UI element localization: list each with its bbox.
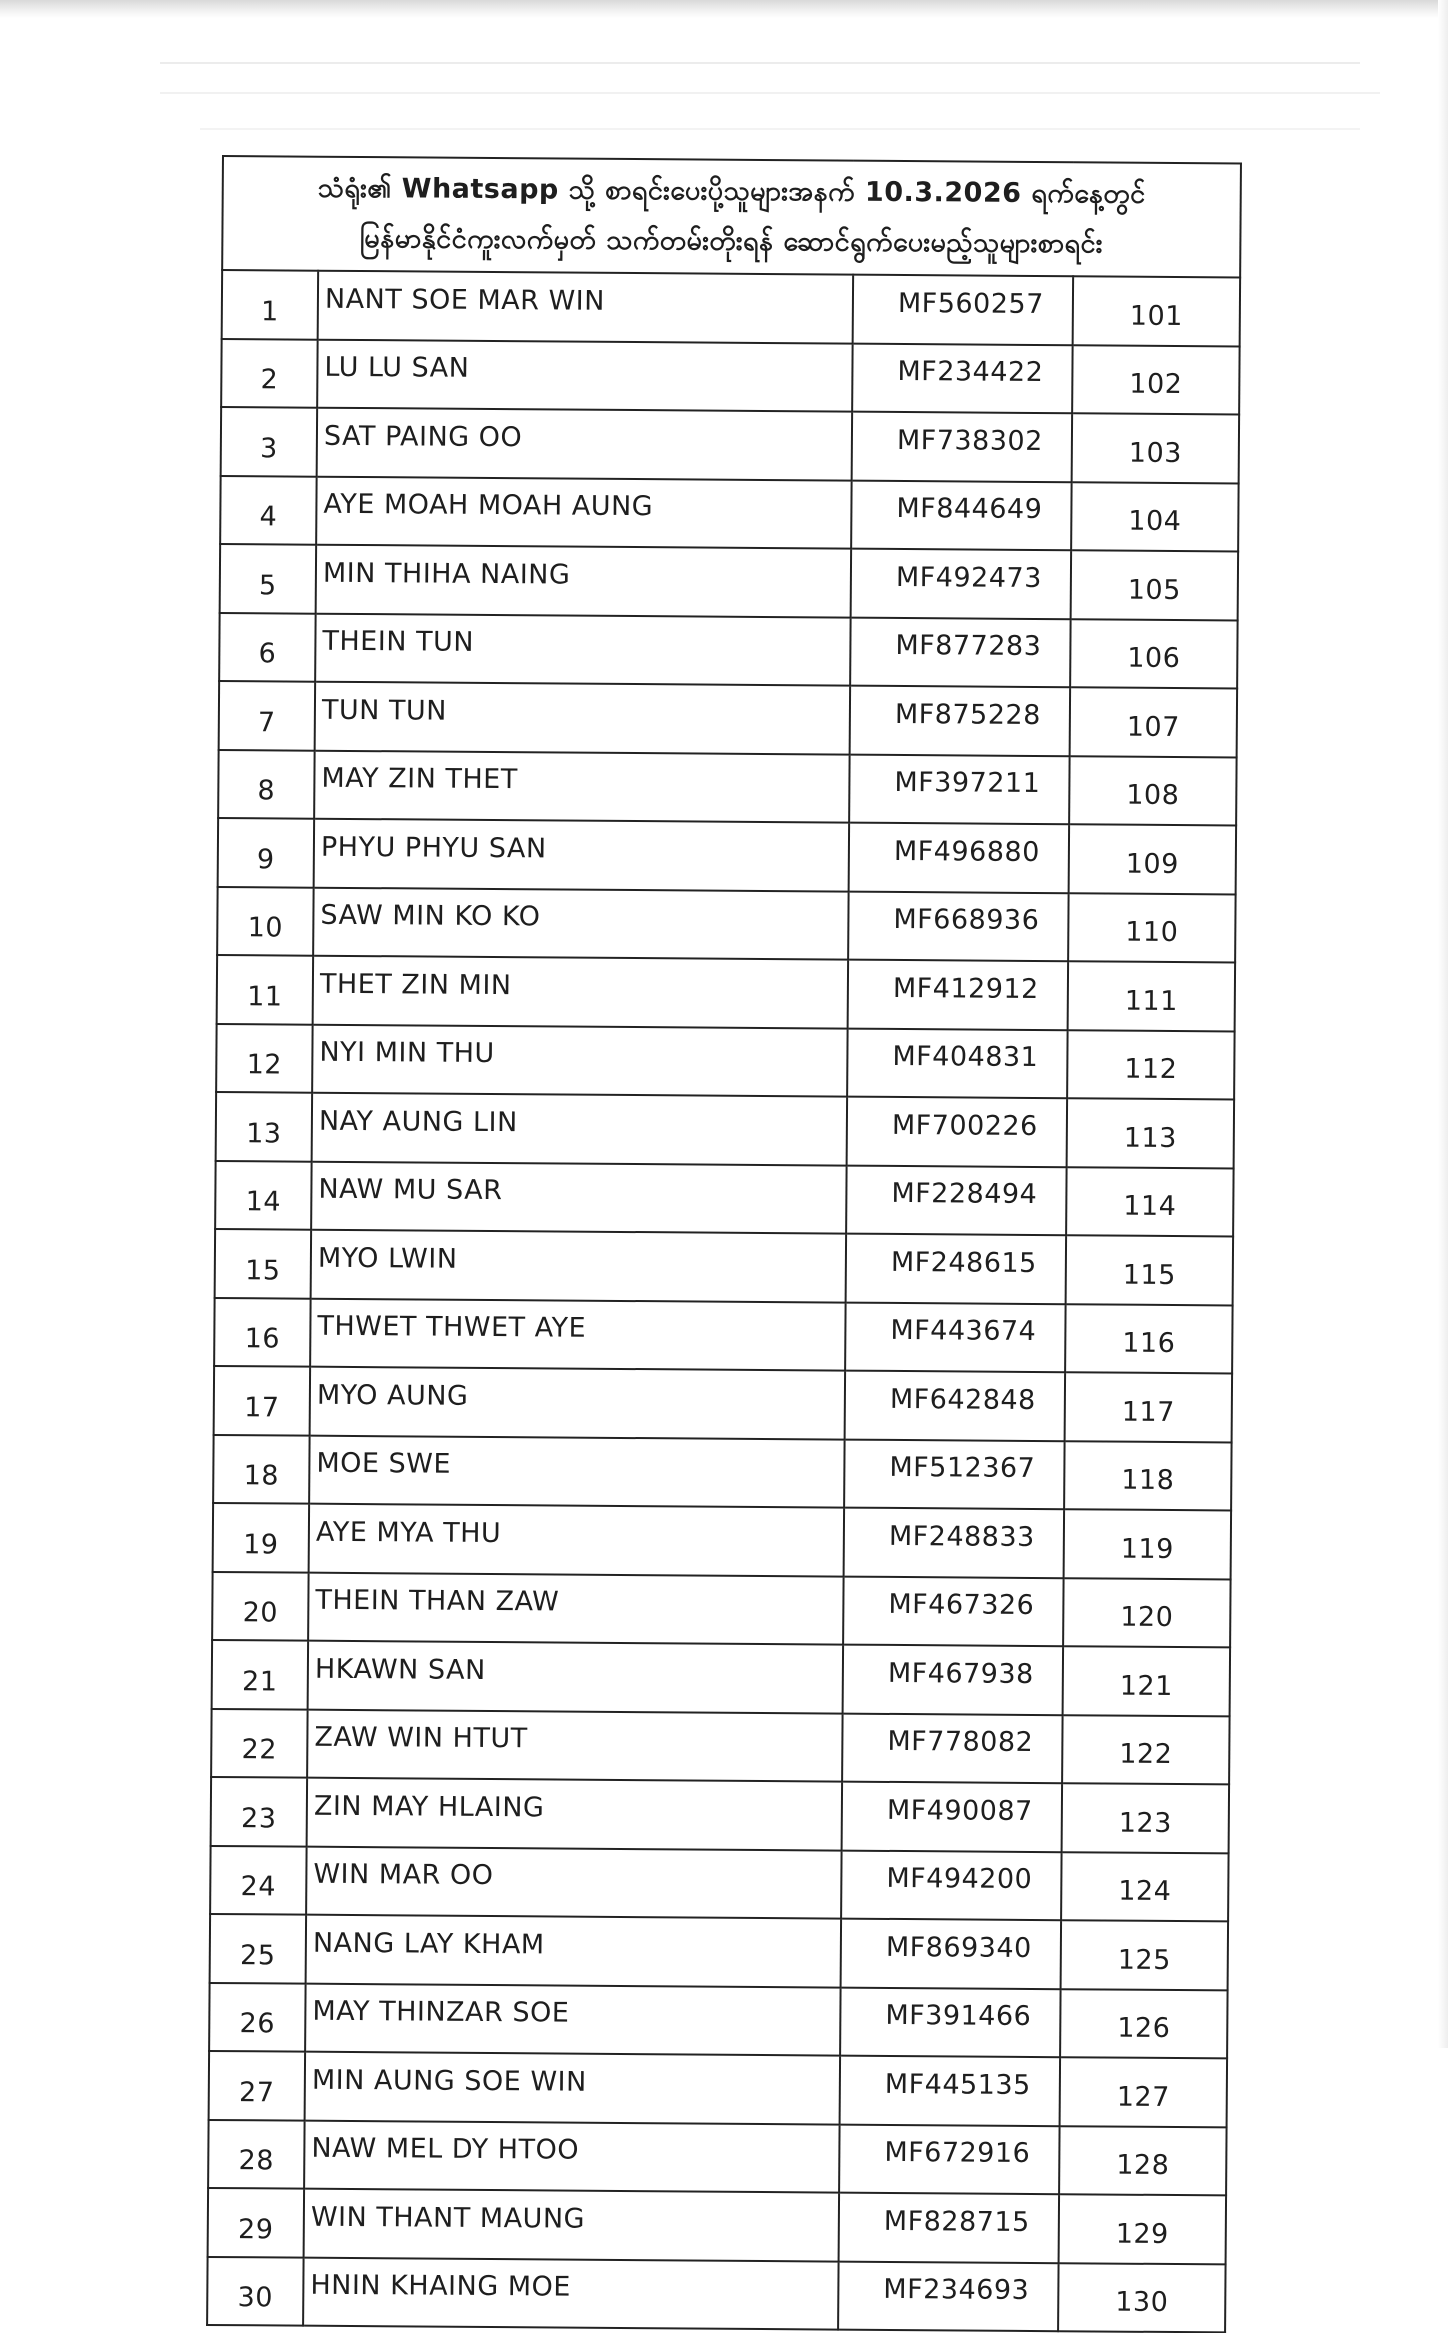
applicant-name: MOE SWE (309, 1435, 844, 1507)
bleed-through-line (200, 128, 1360, 130)
passport-number: MF467938 (843, 1645, 1063, 1715)
sequence-number: 114 (1066, 1167, 1234, 1237)
sequence-number: 101 (1073, 276, 1241, 346)
bleed-through-line (160, 92, 1380, 94)
sequence-number: 106 (1070, 619, 1238, 689)
table-header-row (222, 156, 1241, 277)
sequence-number: 123 (1062, 1783, 1230, 1853)
applicant-name: TUN TUN (315, 682, 850, 754)
row-number: 23 (211, 1777, 307, 1846)
table-row (212, 1571, 1231, 1647)
sequence-number: 116 (1065, 1304, 1233, 1374)
applicant-name: PHYU PHYU SAN (314, 819, 849, 891)
sequence-number: 119 (1064, 1509, 1232, 1579)
passport-number: MF494200 (841, 1850, 1061, 1920)
sequence-number: 120 (1063, 1578, 1231, 1648)
row-number: 24 (210, 1845, 306, 1914)
sequence-number: 126 (1060, 1989, 1228, 2059)
table-row (220, 475, 1239, 551)
title-line-2: မြန်မာနိုင်ငံကူးလက်မှတ် သက်တမ်းတိုးရန် ဆောင်ရွက်ပေးမည့်သူများစာရင်း (359, 223, 1104, 260)
passport-number: MF248615 (846, 1234, 1066, 1304)
passport-number: MF844649 (851, 480, 1071, 550)
row-number: 1 (222, 270, 318, 339)
table-row (207, 2256, 1226, 2332)
table-row (222, 270, 1241, 346)
row-number: 3 (221, 407, 317, 476)
passport-number: MF228494 (846, 1165, 1066, 1235)
sequence-number: 113 (1067, 1098, 1235, 1168)
table-row (214, 1297, 1233, 1373)
table-row (219, 612, 1238, 688)
passport-number: MF404831 (847, 1028, 1067, 1098)
table-row (213, 1503, 1232, 1579)
table-row (219, 681, 1238, 757)
passport-number: MF828715 (839, 2193, 1059, 2263)
applicant-name: NANG LAY KHAM (306, 1915, 841, 1987)
applicant-name: MYO AUNG (310, 1367, 845, 1439)
table-body (207, 156, 1241, 2332)
sequence-number: 110 (1068, 893, 1236, 963)
row-number: 11 (217, 955, 313, 1024)
table-row (216, 1092, 1235, 1168)
applicant-name: NAY AUNG LIN (312, 1093, 847, 1165)
applicant-name: WIN THANT MAUNG (304, 2189, 839, 2261)
table-title (222, 156, 1241, 277)
sequence-number: 111 (1068, 961, 1236, 1031)
table-row (209, 1982, 1228, 2058)
row-number: 18 (213, 1434, 309, 1503)
bleed-through-line (160, 62, 1360, 64)
table-row (218, 749, 1237, 825)
row-number: 20 (212, 1571, 308, 1640)
passport-number: MF512367 (844, 1439, 1064, 1509)
passport-number: MF492473 (851, 549, 1071, 619)
table-row (215, 1160, 1234, 1236)
sequence-number: 112 (1067, 1030, 1235, 1100)
row-number: 2 (221, 339, 317, 408)
title-line-1: သံရုံး၏ Whatsapp သို့ စာရင်းပေးပို့သူများအနက် 10.3.2026 ရက်နေ့တွင် (317, 172, 1146, 210)
sequence-number: 127 (1060, 2057, 1228, 2127)
applicant-name: MYO LWIN (311, 1230, 846, 1302)
row-number: 10 (217, 886, 313, 955)
table-row (210, 1845, 1229, 1921)
applicant-name: MIN THIHA NAING (316, 545, 851, 617)
scan-right-edge (1438, 0, 1448, 2048)
table-row (217, 955, 1236, 1031)
row-number: 9 (218, 818, 314, 887)
passport-number: MF642848 (845, 1371, 1065, 1441)
applicant-name: HKAWN SAN (308, 1641, 843, 1713)
row-number: 13 (216, 1092, 312, 1161)
passport-number: MF443674 (845, 1302, 1065, 1372)
table-row (209, 2051, 1228, 2127)
applicant-name: ZIN MAY HLAING (307, 1778, 842, 1850)
table-row (212, 1640, 1231, 1716)
passport-number: MF738302 (852, 412, 1072, 482)
applicant-name: WIN MAR OO (306, 1846, 841, 1918)
applicant-name: THET ZIN MIN (313, 956, 848, 1028)
sequence-number: 102 (1072, 345, 1240, 415)
passport-number: MF778082 (842, 1713, 1062, 1783)
table-row (211, 1777, 1230, 1853)
row-number: 8 (218, 749, 314, 818)
applicant-name: THEIN TUN (315, 613, 850, 685)
row-number: 12 (216, 1023, 312, 1092)
passport-renewal-table (206, 155, 1242, 2333)
sequence-number: 118 (1064, 1441, 1232, 1511)
row-number: 17 (214, 1366, 310, 1435)
passport-number: MF869340 (841, 1919, 1061, 1989)
applicant-name: SAT PAING OO (317, 408, 852, 480)
sequence-number: 107 (1070, 687, 1238, 757)
document-page (206, 155, 1240, 2333)
applicant-name: AYE MYA THU (309, 1504, 844, 1576)
row-number: 30 (207, 2256, 303, 2325)
sequence-number: 124 (1061, 1852, 1229, 1922)
row-number: 5 (220, 544, 316, 613)
row-number: 15 (215, 1229, 311, 1298)
table-row (214, 1366, 1233, 1442)
applicant-name: THEIN THAN ZAW (308, 1572, 843, 1644)
passport-number: MF445135 (840, 2056, 1060, 2126)
sequence-number: 130 (1058, 2263, 1226, 2333)
passport-number: MF397211 (849, 754, 1069, 824)
passport-number: MF672916 (839, 2124, 1059, 2194)
table-row (215, 1229, 1234, 1305)
sequence-number: 122 (1062, 1715, 1230, 1785)
row-number: 7 (219, 681, 315, 750)
passport-number: MF668936 (848, 891, 1068, 961)
sequence-number: 121 (1063, 1646, 1231, 1716)
sequence-number: 103 (1072, 413, 1240, 483)
table-row (216, 1023, 1235, 1099)
sequence-number: 125 (1061, 1920, 1229, 1990)
row-number: 25 (210, 1914, 306, 1983)
sequence-number: 128 (1059, 2126, 1227, 2196)
applicant-name: NAW MU SAR (311, 1161, 846, 1233)
passport-number: MF248833 (844, 1508, 1064, 1578)
table-row (208, 2119, 1227, 2195)
sequence-number: 129 (1059, 2194, 1227, 2264)
scan-top-edge (0, 0, 1448, 18)
passport-number: MF496880 (849, 823, 1069, 893)
row-number: 26 (209, 1982, 305, 2051)
row-number: 6 (219, 612, 315, 681)
applicant-name: HNIN KHAING MOE (303, 2257, 838, 2329)
table-row (221, 407, 1240, 483)
sequence-number: 108 (1069, 756, 1237, 826)
table-row (213, 1434, 1232, 1510)
table-row (217, 886, 1236, 962)
passport-number: MF467326 (843, 1576, 1063, 1646)
sequence-number: 104 (1071, 482, 1239, 552)
sequence-number: 117 (1065, 1372, 1233, 1442)
applicant-name: MIN AUNG SOE WIN (305, 2052, 840, 2124)
passport-number: MF877283 (850, 617, 1070, 687)
row-number: 28 (208, 2119, 304, 2188)
row-number: 29 (208, 2188, 304, 2257)
applicant-name: MAY THINZAR SOE (305, 1983, 840, 2055)
passport-number: MF234693 (838, 2261, 1058, 2331)
sequence-number: 115 (1066, 1235, 1234, 1305)
sequence-number: 109 (1069, 824, 1237, 894)
applicant-name: THWET THWET AYE (310, 1298, 845, 1370)
table-row (218, 818, 1237, 894)
applicant-name: ZAW WIN HTUT (307, 1709, 842, 1781)
row-number: 27 (209, 2051, 305, 2120)
row-number: 21 (212, 1640, 308, 1709)
applicant-name: NAW MEL DY HTOO (304, 2120, 839, 2192)
sequence-number: 105 (1071, 550, 1239, 620)
passport-number: MF391466 (840, 1987, 1060, 2057)
applicant-name: SAW MIN KO KO (313, 887, 848, 959)
applicant-name: AYE MOAH MOAH AUNG (316, 476, 851, 548)
applicant-name: MAY ZIN THET (314, 750, 849, 822)
table-row (220, 544, 1239, 620)
passport-number: MF560257 (853, 275, 1073, 345)
passport-number: MF234422 (852, 343, 1072, 413)
row-number: 19 (213, 1503, 309, 1572)
applicant-name: NYI MIN THU (312, 1024, 847, 1096)
applicant-name: NANT SOE MAR WIN (318, 271, 853, 343)
passport-number: MF875228 (850, 686, 1070, 756)
row-number: 16 (214, 1297, 310, 1366)
table-row (221, 339, 1240, 415)
applicant-name: LU LU SAN (317, 339, 852, 411)
table-row (211, 1708, 1230, 1784)
passport-number: MF412912 (848, 960, 1068, 1030)
passport-number: MF490087 (842, 1782, 1062, 1852)
table-row (210, 1914, 1229, 1990)
row-number: 14 (215, 1160, 311, 1229)
table-row (208, 2188, 1227, 2264)
row-number: 22 (211, 1708, 307, 1777)
passport-number: MF700226 (847, 1097, 1067, 1167)
row-number: 4 (220, 475, 316, 544)
